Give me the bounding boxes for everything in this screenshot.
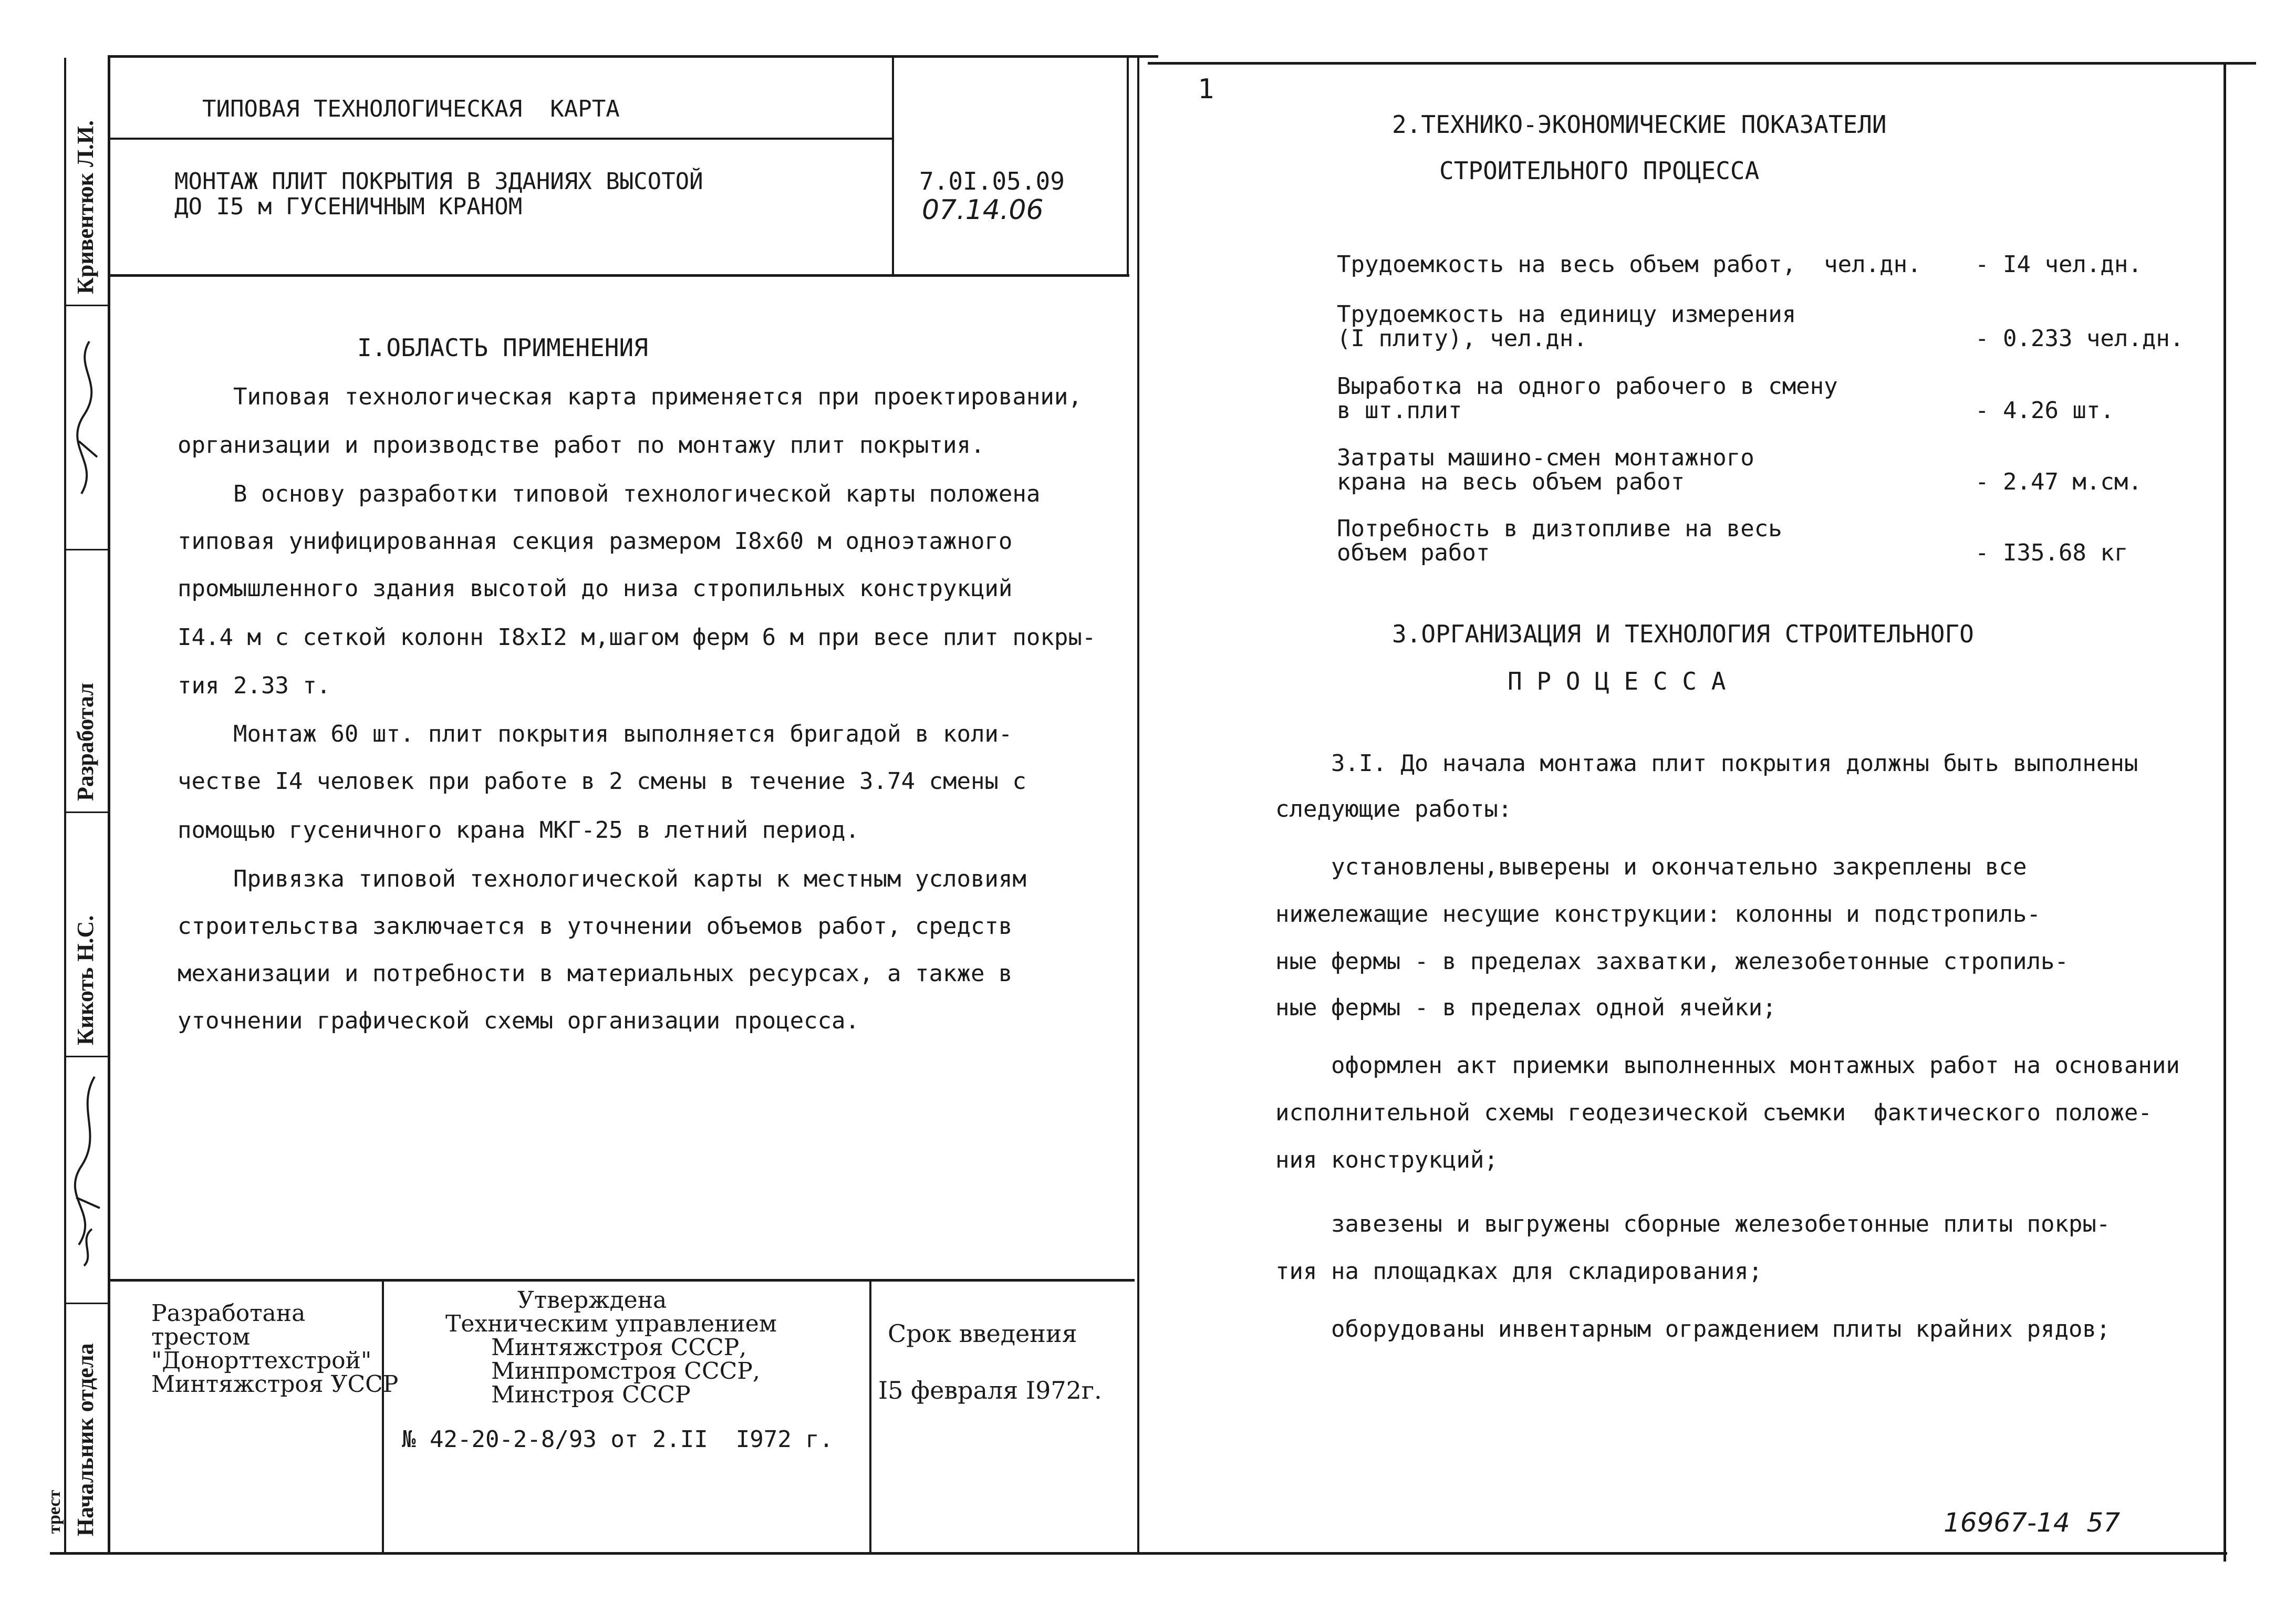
section3-line: исполнительной схемы геодезической съемки фактического положе-: [1275, 1099, 2152, 1126]
section3-heading-2: П Р О Ц Е С С А: [1508, 667, 1726, 695]
approved-by-line-3: Минтяжстроя СССР,: [491, 1334, 747, 1361]
section3-line: оборудованы инвентарным ограждением плиты крайних рядов;: [1275, 1316, 2111, 1343]
indicator-label-cont: объем работ: [1337, 539, 1490, 566]
indicator-value: - 0.233 чел.дн.: [1975, 325, 2184, 352]
section1-line: организации и производстве работ по монтажу плит покрытия.: [178, 432, 985, 459]
indicator-value: - 2.47 м.см.: [1975, 469, 2142, 495]
approval-vline-2: [869, 1279, 871, 1552]
section3-line: следующие работы:: [1275, 796, 1512, 823]
frame-bottom: [50, 1552, 2227, 1555]
signature-1: [68, 336, 108, 520]
developed-by-line-4: Минтяжстроя УССР: [151, 1371, 399, 1398]
section3-line: оформлен акт приемки выполненных монтажных работ на основании: [1275, 1052, 2180, 1079]
section1-line: типовая унифицированная секция размером I8x60 м одноэтажного: [178, 528, 1013, 555]
strip-divider: [64, 549, 109, 550]
strip-divider: [64, 811, 109, 813]
strip-label-developed: Разработал: [72, 682, 98, 801]
developed-by-line-2: трестом: [151, 1324, 251, 1350]
section1-heading: I.ОБЛАСТЬ ПРИМЕНЕНИЯ: [357, 334, 648, 362]
approved-by-line-2: Техническим управлением: [445, 1310, 777, 1337]
strip-label-trust: трест: [45, 1490, 64, 1534]
title-vline: [892, 55, 894, 276]
developed-by-line-3: "Донорттехстрой": [151, 1347, 372, 1374]
section3-line: ния конструкций;: [1275, 1147, 1498, 1173]
strip-left-border: [64, 58, 66, 1552]
frame-left: [108, 55, 110, 1555]
section3-line: тия на площадках для складирования;: [1275, 1258, 1763, 1285]
title-hline-1: [108, 138, 893, 140]
section1-line: строительства заключается в уточнении объемов работ, средств: [178, 913, 1013, 940]
indicator-label: Затраты машино-смен монтажного: [1337, 444, 1754, 471]
section1-line: честве I4 человек при работе в 2 смены в течение 3.74 смены с: [178, 768, 1026, 795]
indicator-label-cont: (I плиту), чел.дн.: [1337, 325, 1587, 352]
indicator-label-cont: крана на весь объем работ: [1337, 469, 1685, 495]
page-center-divider: [1137, 55, 1139, 1552]
title-right-edge: [1127, 55, 1129, 276]
effective-label: Срок введения: [888, 1319, 1077, 1348]
frame-right: [2224, 62, 2226, 1562]
section1-line: тия 2.33 т.: [178, 672, 331, 699]
signature-2: [68, 1066, 108, 1287]
subject-line-1: МОНТАЖ ПЛИТ ПОКРЫТИЯ В ЗДАНИЯХ ВЫСОТОЙ: [174, 168, 703, 195]
strip-divider: [64, 305, 109, 306]
approved-by-line-1: Утверждена: [517, 1287, 667, 1314]
section3-line: нижележащие несущие конструкции: колонны и подстропиль-: [1275, 901, 2041, 928]
section3-line: завезены и выгружены сборные железобетонные плиты покры-: [1275, 1211, 2111, 1237]
frame-top-left: [108, 55, 1158, 58]
strip-divider: [64, 1303, 109, 1304]
section2-heading-1: 2.ТЕХНИКО-ЭКОНОМИЧЕСКИЕ ПОКАЗАТЕЛИ: [1392, 110, 1887, 139]
section1-line: механизации и потребности в материальных ресурсах, а также в: [178, 960, 1013, 987]
section1-line: уточнении графической схемы организации процесса.: [178, 1007, 860, 1034]
approval-vline-1: [382, 1279, 384, 1552]
section1-line: I4.4 м с сеткой колонн I8xI2 м,шагом ферм 6 м при весе плит покры-: [178, 624, 1096, 651]
section1-line: помощью гусеничного крана МКГ-25 в летний период.: [178, 817, 860, 844]
subject-line-2: ДО I5 м ГУСЕНИЧНЫМ КРАНОМ: [174, 193, 523, 220]
indicator-value: - I35.68 кг: [1975, 539, 2128, 566]
developed-by-line-1: Разработана: [151, 1300, 306, 1327]
indicator-label: Потребность в дизтопливе на весь: [1337, 515, 1782, 542]
indicator-label: Трудоемкость на весь объем работ, чел.дн.: [1337, 251, 1921, 278]
strip-divider: [64, 1056, 109, 1057]
section3-line: ные фермы - в пределах одной ячейки;: [1275, 994, 1776, 1021]
approval-number: № 42-20-2-8/93 от 2.II I972 г.: [402, 1426, 834, 1453]
section3-line: установлены,выверены и окончательно закреплены все: [1275, 854, 2027, 880]
footer-handwritten-number: 16967-14 57: [1944, 1507, 2121, 1538]
page-number: 1: [1198, 74, 1214, 105]
handwritten-code: 07.14.06: [922, 194, 1044, 226]
indicator-value: - I4 чел.дн.: [1975, 251, 2142, 278]
indicator-label: Выработка на одного рабочего в смену: [1337, 373, 1838, 400]
strip-label-head: Начальник отдела: [72, 1343, 98, 1536]
section3-heading-1: 3.ОРГАНИЗАЦИЯ И ТЕХНОЛОГИЯ СТРОИТЕЛЬНОГО: [1392, 620, 1974, 648]
approval-top-line: [108, 1279, 1135, 1282]
strip-label-author: Кикоть Н.С.: [72, 915, 98, 1045]
section3-line: ные фермы - в пределах захватки, железобетонные стропиль-: [1275, 948, 2069, 975]
section2-heading-2: СТРОИТЕЛЬНОГО ПРОЦЕССА: [1439, 157, 1760, 185]
indicator-value: - 4.26 шт.: [1975, 397, 2114, 424]
effective-date: I5 февраля I972г.: [878, 1376, 1102, 1404]
indicator-label-cont: в шт.плит: [1337, 397, 1462, 424]
strip-label-checker: Кривентюк Л.И.: [72, 120, 98, 294]
section1-line: Типовая технологическая карта применяется при проектировании,: [178, 383, 1082, 410]
section1-line: Привязка типовой технологической карты к местным условиям: [178, 866, 1026, 892]
section1-line: промышленного здания высотой до низа стропильных конструкций: [178, 575, 1013, 602]
document-title: ТИПОВАЯ ТЕХНОЛОГИЧЕСКАЯ КАРТА: [202, 96, 620, 122]
approved-by-line-5: Минстроя СССР: [491, 1381, 691, 1408]
section1-line: В основу разработки типовой технологической карты положена: [178, 481, 1041, 507]
title-hline-2: [108, 274, 1129, 277]
frame-top-right: [1148, 62, 2256, 65]
approved-by-line-4: Минпромстроя СССР,: [491, 1358, 760, 1385]
document-code: 7.0I.05.09: [919, 167, 1065, 195]
section1-line: Монтаж 60 шт. плит покрытия выполняется бригадой в коли-: [178, 721, 1013, 747]
section3-line: 3.I. До начала монтажа плит покрытия должны быть выполнены: [1275, 750, 2138, 777]
indicator-label: Трудоемкость на единицу измерения: [1337, 301, 1796, 328]
